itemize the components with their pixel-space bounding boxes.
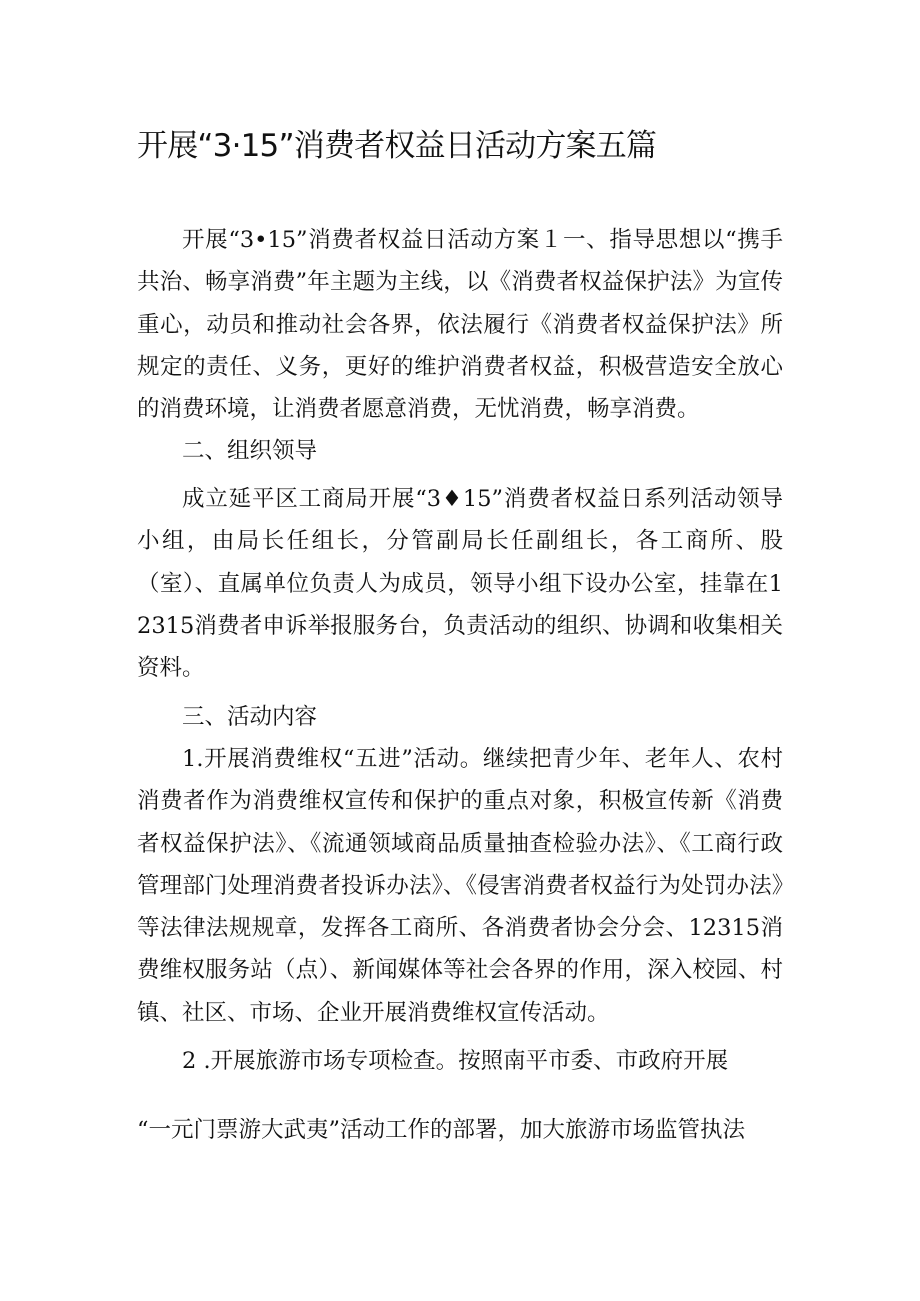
section-heading-organization: 二、组织领导 xyxy=(182,438,318,464)
intro-paragraph: 开展“3•15”消费者权益日活动方案１一、指导思想以“携手共治、畅享消费”年主题为主线，以《消费者权益保护法》为宣传重心，动员和推动社会各界，依法履行《消费者权益保护法》所规定的责任、义务，更好的维护消费者权益，积极营造安全放心的消费环境，让消费者愿意消费，无忧消费，畅享消费。 xyxy=(137,227,783,423)
document-title: 开展“3·15”消费者权益日活动方案五篇 xyxy=(137,128,657,164)
section-heading-activities: 三、活动内容 xyxy=(182,704,318,730)
organization-paragraph: 成立延平区工商局开展“3♦15”消费者权益日系列活动领导小组，由局长任组长，分管副局长任副组长，各工商所、股（室）、直属单位负责人为成员，领导小组下设办公室，挂靠在12315消费者申诉举报服务台，负责活动的组织、协调和收集相关资料。 xyxy=(137,486,783,682)
activity-item-one: 1.开展消费维权“五进”活动。继续把青少年、老年人、农村消费者作为消费维权宣传和保护的重点对象，积极宣传新《消费者权益保护法》、《流通领域商品质量抽查检验办法》、《工商行政管理部门处理消费者投诉办法》、《侵害消费者权益行为处罚办法》等法律法规规章，发挥各工商所、各消费者协会分会、12315消费维权服务站（点）、新闻媒体等社会各界的作用，深入校园、村镇、社区、市场、企业开展消费维权宣传活动。 xyxy=(137,746,783,1026)
activity-item-two-continued: “一元门票游大武夷”活动工作的部署，加大旅游市场监管执法 xyxy=(137,1117,746,1143)
activity-item-two: 2 .开展旅游市场专项检查。按照南平市委、市政府开展 xyxy=(182,1048,729,1074)
